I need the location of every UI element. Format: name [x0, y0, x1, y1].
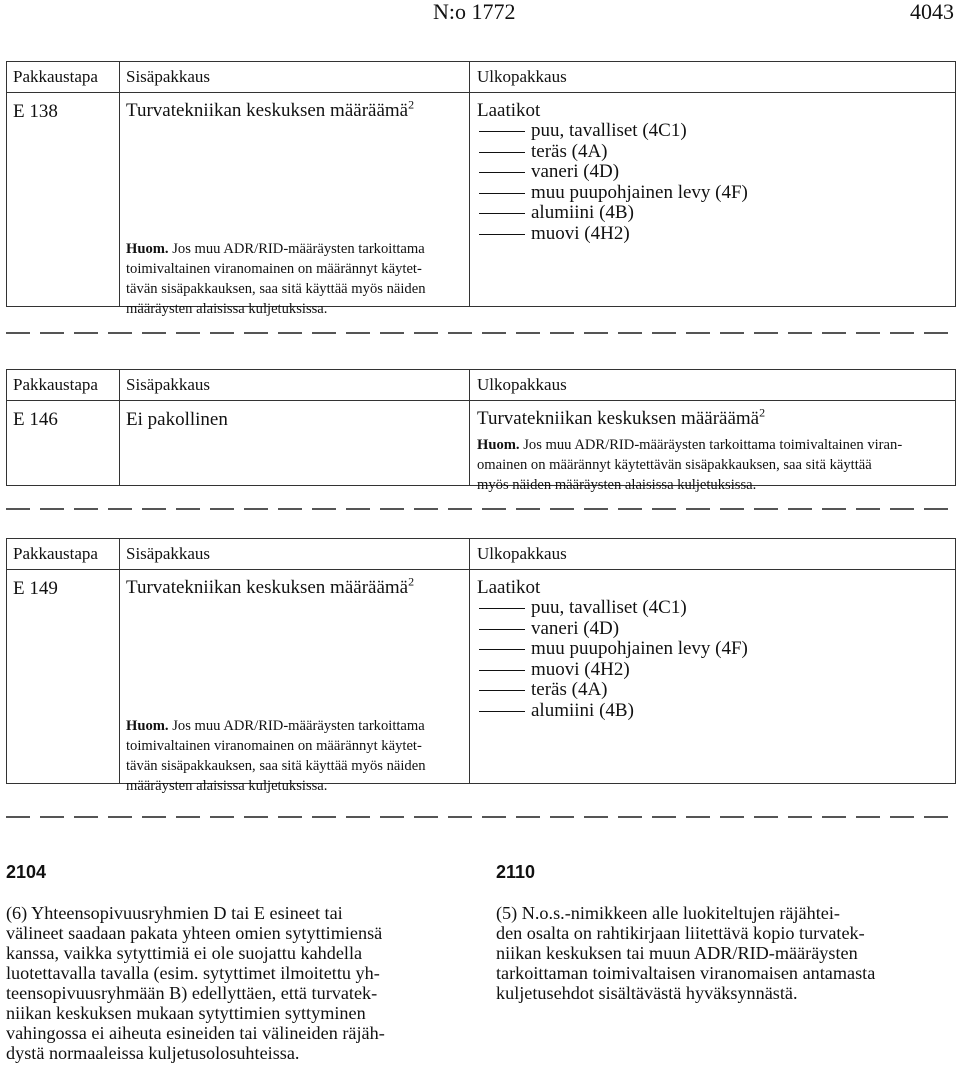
dash-mark [479, 234, 525, 235]
page-header-issue: N:o 1772 [433, 0, 516, 24]
note-label: Huom. [477, 437, 520, 453]
list-item: alumiini (4B) [477, 203, 955, 224]
list-item: alumiini (4B) [477, 701, 955, 722]
col-header-pakkaustapa: Pakkaustapa [13, 375, 98, 394]
dash-mark [479, 608, 525, 609]
packing-code: E 146 [13, 409, 58, 430]
list-item: muu puupohjainen levy (4F) [477, 183, 955, 204]
col-header-sisapakkaus: Sisäpakkaus [119, 370, 469, 400]
packing-code: E 138 [13, 101, 58, 122]
dash-mark [479, 131, 525, 132]
table-header [7, 370, 955, 401]
list-item: vaneri (4D) [477, 162, 955, 183]
col-header-ulkopakkaus: Ulkopakkaus [469, 539, 955, 569]
section-number: 2104 [6, 862, 47, 882]
outer-title: Laatikot [477, 100, 541, 121]
list-item: muovi (4H2) [477, 224, 955, 245]
outer-packaging-cell [469, 401, 955, 493]
col-header-sisapakkaus: Sisäpakkaus [119, 539, 469, 569]
list-item: vaneri (4D) [477, 619, 955, 640]
dash-mark [479, 690, 525, 691]
packaging-table-e138 [6, 61, 956, 317]
table-row [7, 401, 955, 493]
packaging-table-e149 [6, 538, 956, 794]
col-header-ulkopakkaus: Ulkopakkaus [469, 62, 955, 92]
inner-packaging-cell [119, 570, 469, 794]
list-item: puu, tavalliset (4C1) [477, 121, 955, 142]
col-header-sisapakkaus: Sisäpakkaus [119, 62, 469, 92]
inner-note: Huom. Jos muu ADR/RID-määräysten tarkoittama toimivaltainen viranomainen on määrännyt käytet- tävän sisäpakkauksen, saa sitä käyttää myös näiden määräysten alaisissa kuljetuksissa. [126, 241, 426, 317]
packaging-table-e146 [6, 369, 956, 493]
list-item: muovi (4H2) [477, 660, 955, 681]
footnote-ref: 2 [408, 574, 415, 589]
packing-code: E 149 [13, 578, 58, 599]
inner-packaging: Ei pakollinen [119, 401, 469, 486]
outer-note: Huom. Jos muu ADR/RID-määräysten tarkoittama toimivaltainen viran- omainen on määrännyt käytettävän sisäpakkauksen, saa sitä käyttää myös näiden määräysten alaisissa kuljetuksissa. [477, 437, 903, 493]
list-item: teräs (4A) [477, 680, 955, 701]
section-text: (6) Yhteensopivuusryhmien D tai E esineet tai välineet saadaan pakata yhteen omien sytyttimiensä kanssa, vaikka sytyttimiä ei ole suojattu kahdella luotettavalla tavalla (esim. sytyttimet ilmoitettu yh- teensopivuusryhmään B) edellyttäen, että turvatek- niikan keskuksen mukaan sytyttimien syttyminen vahingossa ei aiheuta esineiden tai välineiden räjäh- dystä normaaleissa kuljetusolosuhteissa. [6, 903, 385, 1063]
section-text: (5) N.o.s.-nimikkeen alle luokiteltujen räjähtei- den osalta on rahtikirjaan liitettävä kopio turvatek- niikan keskuksen tai muun ADR/RID-määräysten tarkoittaman toimivaltaisen viranomaisen antamasta kuljetusehdot sisältävästä hyväksynnästä. [496, 903, 876, 1003]
dashed-separator [6, 816, 956, 818]
list-item: muu puupohjainen levy (4F) [477, 639, 955, 660]
outer-packaging-cell [469, 570, 955, 784]
dash-mark [479, 711, 525, 712]
table-header [7, 62, 955, 93]
col-header-ulkopakkaus: Ulkopakkaus [469, 370, 955, 400]
table-row [7, 93, 955, 317]
footnote-ref: 2 [408, 97, 415, 112]
list-item: teräs (4A) [477, 142, 955, 163]
inner-note: Huom. Jos muu ADR/RID-määräysten tarkoittama toimivaltainen viranomainen on määrännyt käytet- tävän sisäpakkauksen, saa sitä käyttää myös näiden määräysten alaisissa kuljetuksissa. [126, 718, 426, 794]
dash-mark [479, 629, 525, 630]
dash-mark [479, 152, 525, 153]
section-2110 [496, 862, 954, 1003]
page-number: 4043 [910, 0, 954, 24]
outer-packaging-cell [469, 93, 955, 307]
dash-mark [479, 172, 525, 173]
footnote-ref: 2 [759, 405, 766, 420]
inner-packaging: Turvatekniikan keskuksen määräämä$^2$ [126, 574, 415, 598]
dash-mark [479, 213, 525, 214]
note-label: Huom. [126, 718, 169, 734]
table-row [7, 570, 955, 794]
dash-mark [479, 193, 525, 194]
col-header-pakkaustapa: Pakkaustapa [13, 67, 98, 86]
dashed-separator [6, 508, 956, 510]
dashed-separator [6, 332, 956, 334]
col-header-pakkaustapa: Pakkaustapa [13, 544, 98, 563]
dash-mark [479, 670, 525, 671]
section-number: 2110 [496, 862, 536, 882]
inner-packaging-cell [119, 93, 469, 317]
inner-packaging: Turvatekniikan keskuksen määräämä$^2$ [126, 97, 415, 121]
section-2104 [6, 862, 464, 1063]
dash-mark [479, 649, 525, 650]
note-label: Huom. [126, 241, 169, 257]
outer-title: Turvatekniikan keskuksen määräämä$^2$ [477, 405, 766, 429]
outer-title: Laatikot [477, 577, 541, 598]
table-header [7, 539, 955, 570]
list-item: puu, tavalliset (4C1) [477, 598, 955, 619]
